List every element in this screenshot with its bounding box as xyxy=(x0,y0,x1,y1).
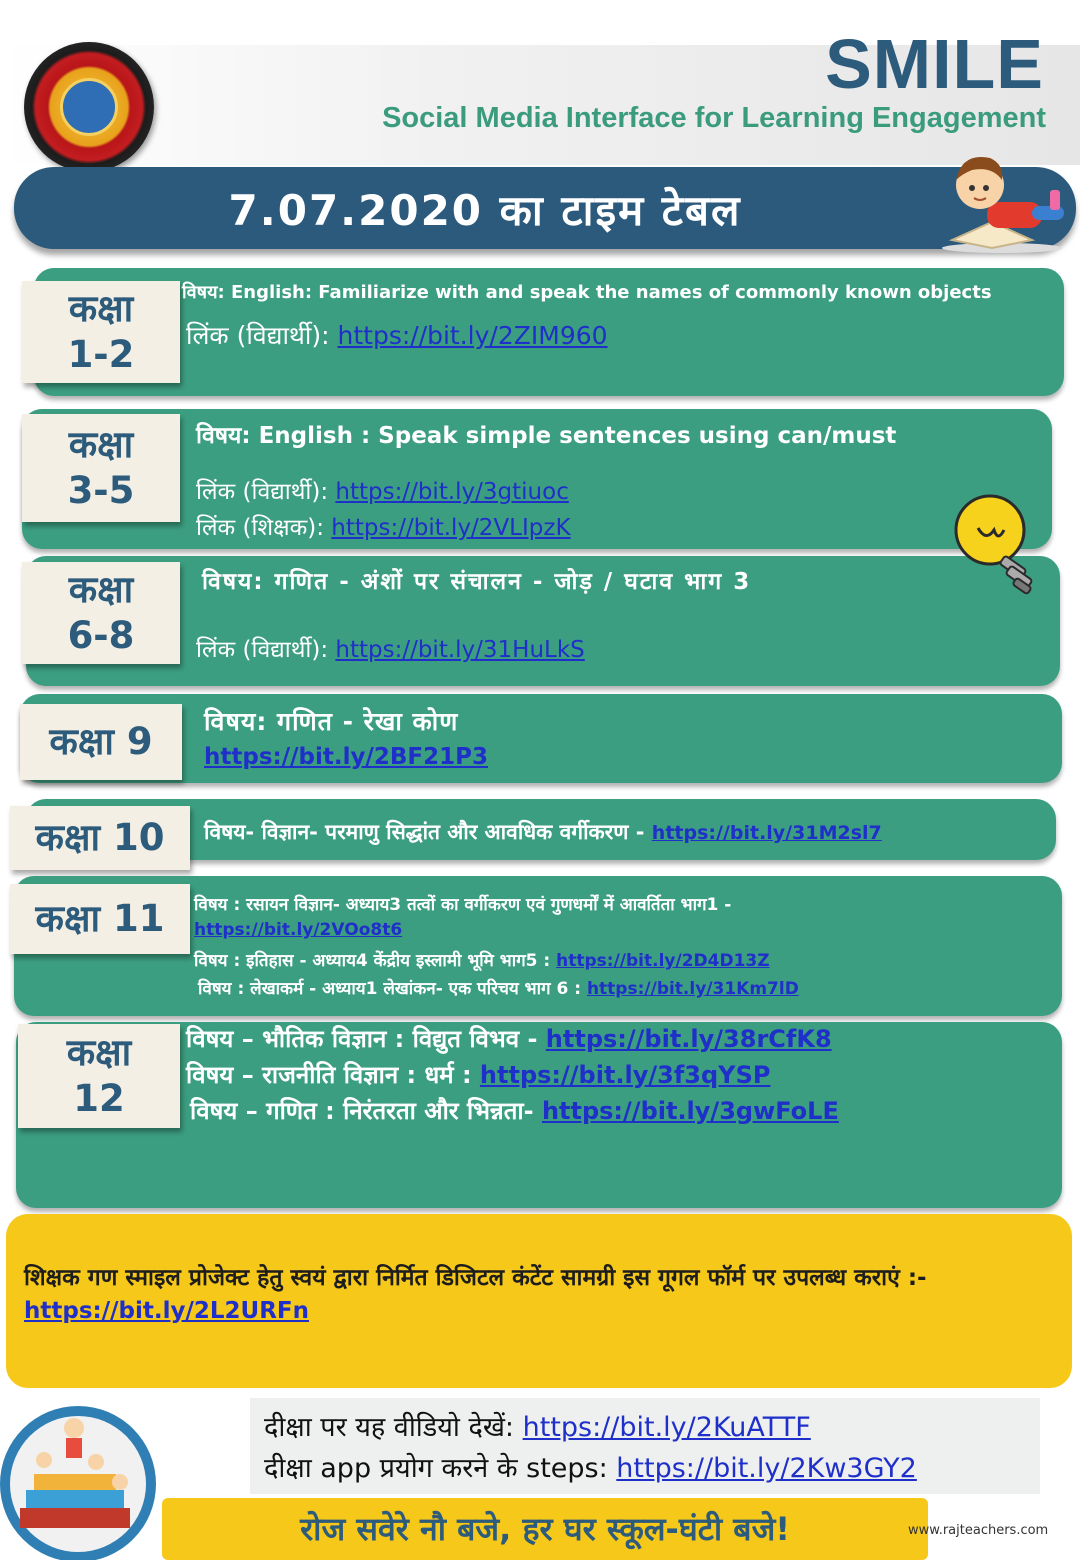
class-12-maths-row xyxy=(190,1094,839,1127)
class-3-5-teacher-link[interactable]: https://bit.ly/2VLIpzK xyxy=(331,515,571,541)
student-link-label: लिंक (विद्यार्थी): xyxy=(196,479,336,505)
class-9-link[interactable]: https://bit.ly/2BF21P3 xyxy=(204,744,488,770)
class-11-subject-history: विषय : इतिहास - अध्याय4 केंद्रीय इस्लामी भूमि भाग5 : xyxy=(194,951,557,971)
slogan-text: रोज सवेरे नौ बजे, हर घर स्कूल-घंटी बजे! xyxy=(300,1510,790,1548)
class-12-physics-link[interactable]: https://bit.ly/38rCfK8 xyxy=(545,1025,832,1053)
teacher-notice-text: शिक्षक गण स्माइल प्रोजेक्ट हेतु स्वयं द्वारा निर्मित डिजिटल कंटेंट सामग्री इस गूगल फॉर्म पर उपलब्ध कराएं :- xyxy=(24,1265,927,1291)
diksha-video-row xyxy=(264,1407,811,1444)
class-3-5-label xyxy=(22,414,180,522)
class-9-label: कक्षा 9 xyxy=(20,704,182,780)
class-label-range: 1-2 xyxy=(67,333,135,376)
class-12-physics-row xyxy=(186,1022,832,1055)
class-1-2-link-row xyxy=(186,318,608,352)
class-label-range: 6-8 xyxy=(67,614,135,657)
diksha-app-text: दीक्षा app प्रयोग करने के steps: xyxy=(264,1453,617,1484)
class-9-link-row xyxy=(204,744,488,770)
teacher-notice xyxy=(24,1262,1064,1329)
class-label-word: कक्षा xyxy=(68,422,134,466)
date-banner xyxy=(14,167,1076,249)
class-11-history-row xyxy=(194,948,770,971)
student-link-label: लिंक (विद्यार्थी): xyxy=(196,637,336,663)
class-12-subject-maths: विषय – गणित : निरंतरता और भिन्नता- xyxy=(190,1097,542,1125)
class-label-word: कक्षा xyxy=(68,567,134,611)
class-3-5-student-row xyxy=(196,474,569,506)
class-11-accounts-row xyxy=(198,976,799,999)
class-12-maths-link[interactable]: https://bit.ly/3gwFoLE xyxy=(541,1097,839,1125)
date-banner-text: 7.07.2020 का टाइम टेबल xyxy=(228,186,742,235)
class-10-link[interactable]: https://bit.ly/31M2sl7 xyxy=(651,822,882,844)
class-10-label: कक्षा 10 xyxy=(10,806,190,870)
class-6-8-label xyxy=(22,562,180,664)
class-12-polsci-link[interactable]: https://bit.ly/3f3qYSP xyxy=(479,1061,771,1089)
class-1-2-student-link[interactable]: https://bit.ly/2ZIM960 xyxy=(337,321,608,350)
class-label-range: 3-5 xyxy=(67,469,135,512)
class-1-2-label xyxy=(22,281,180,383)
class-12-subject-physics: विषय – भौतिक विज्ञान : विद्युत विभव - xyxy=(186,1025,546,1053)
shiksha-vibhag-logo xyxy=(24,42,154,172)
student-link-label: लिंक (विद्यार्थी): xyxy=(186,321,338,350)
class-6-8-subject: विषय: गणित - अंशों पर संचालन - जोड़ / घटाव भाग 3 xyxy=(202,569,752,595)
class-3-5-teacher-row xyxy=(196,510,571,542)
class-12-subject-polsci: विषय – राजनीति विज्ञान : धर्म : xyxy=(186,1061,480,1089)
diksha-app-row xyxy=(264,1448,917,1485)
class-3-5-subject: विषय: English : Speak simple sentences using can/must xyxy=(196,423,897,449)
class-11-subject-chemistry: विषय : रसायन विज्ञान- अध्याय3 तत्वों का वर्गीकरण एवं गुणधर्मों में आवर्तिता भाग1 - xyxy=(194,895,732,915)
class-11-accounts-link[interactable]: https://bit.ly/31Km7lD xyxy=(586,979,799,999)
website-credit: www.rajteachers.com xyxy=(908,1523,1049,1538)
diksha-video-link[interactable]: https://bit.ly/2KuATTF xyxy=(522,1412,811,1443)
class-9-subject: विषय: गणित - रेखा कोण xyxy=(204,707,459,736)
diksha-app-link[interactable]: https://bit.ly/2Kw3GY2 xyxy=(616,1453,917,1484)
kids-on-books-illustration xyxy=(0,1390,160,1560)
class-6-8-link-row xyxy=(196,632,585,664)
class-12-polsci-row xyxy=(186,1058,770,1091)
class-11-chemistry-link[interactable]: https://bit.ly/2VOo8t6 xyxy=(194,920,403,940)
class-6-8-student-link[interactable]: https://bit.ly/31HuLkS xyxy=(335,637,585,663)
google-form-link[interactable]: https://bit.ly/2L2URFn xyxy=(24,1298,310,1325)
class-1-2-subject: विषय: English: Familiarize with and speak the names of commonly known objects xyxy=(182,282,992,303)
class-label-word: कक्षा xyxy=(66,1030,132,1074)
class-label-range: 12 xyxy=(73,1077,125,1120)
class-12-label xyxy=(18,1024,180,1128)
smile-subtitle: Social Media Interface for Learning Engagement xyxy=(382,102,1046,134)
class-11-subject-accounts: विषय : लेखाकर्म - अध्याय1 लेखांकन- एक परिचय भाग 6 : xyxy=(198,979,587,999)
smile-title: SMILE xyxy=(825,25,1044,103)
lightbulb-icon xyxy=(950,490,1040,605)
reading-kid-illustration xyxy=(932,140,1072,255)
class-10-row xyxy=(204,818,882,846)
class-3-5-student-link[interactable]: https://bit.ly/3gtiuoc xyxy=(335,479,569,505)
class-11-link-row-1 xyxy=(194,920,402,940)
teacher-link-label: लिंक (शिक्षक): xyxy=(196,515,332,541)
class-label-word: कक्षा xyxy=(68,286,134,330)
class-10-subject: विषय- विज्ञान- परमाणु सिद्धांत और आवधिक वर्गीकरण - xyxy=(204,820,652,844)
rajasthan-map-emblem xyxy=(60,78,118,136)
class-11-label: कक्षा 11 xyxy=(10,884,190,954)
class-11-history-link[interactable]: https://bit.ly/2D4D13Z xyxy=(556,951,770,971)
diksha-video-text: दीक्षा पर यह वीडियो देखें: xyxy=(264,1412,523,1443)
slogan-bar xyxy=(162,1498,928,1560)
